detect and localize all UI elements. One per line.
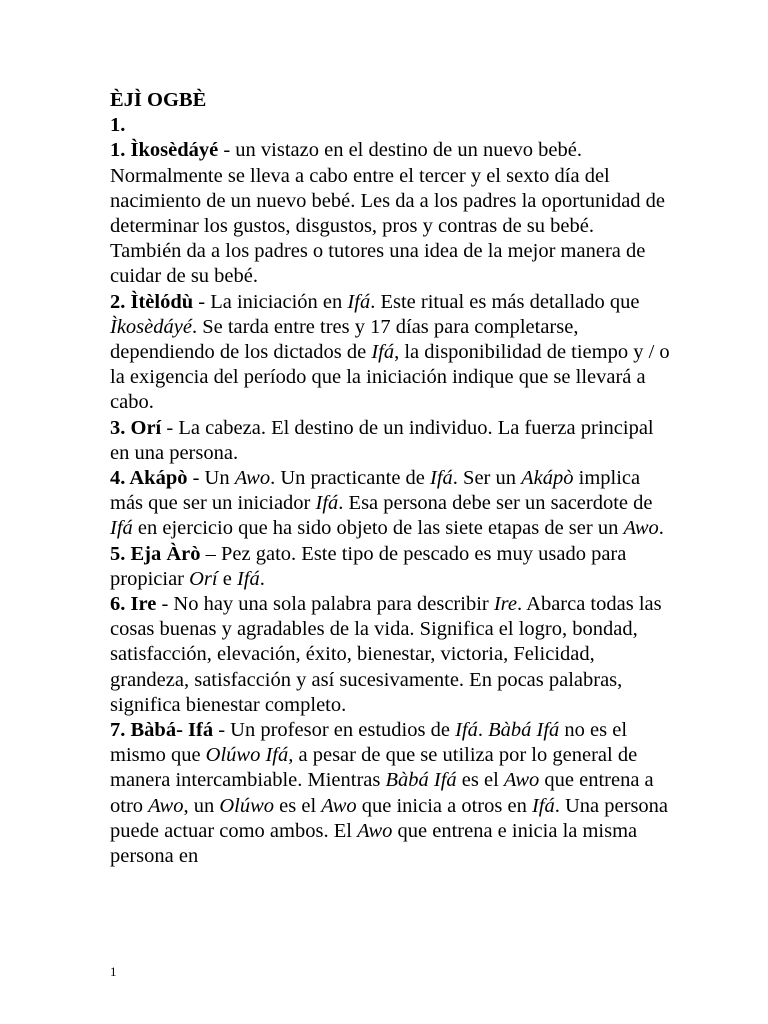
entry-text: – Pez gato. Este tipo de pescado es muy usado para propiciar (110, 542, 627, 590)
entry-italic-term: Ifá (455, 719, 478, 742)
entry-text: - Un (187, 467, 235, 490)
entry-italic-term: Awo (321, 794, 357, 817)
entry-term: 2. Ìtèlódù (110, 290, 194, 313)
entry-term: 1. Ìkosèdáyé (110, 139, 219, 162)
entry-term: 5. Eja Àrò (110, 542, 201, 565)
entry-text: . Una persona puede actuar como ambos. El (110, 794, 669, 842)
entry-text: . (259, 567, 265, 590)
entry-text: a pesar de que se utiliza por lo general de manera intercambiable. Mientras (110, 744, 638, 792)
glossary-entries (110, 138, 670, 869)
section-number: 1. (110, 114, 126, 137)
entry-text: , un (183, 794, 220, 817)
entry-text: , la disponibilidad de tiempo y / o la exigencia del período que la iniciación indique que se llevará a cabo. (110, 341, 670, 414)
entry-italic-term: Olúwo Ifá, (205, 744, 294, 767)
entry-text: . Este ritual es más detallado que (370, 290, 640, 313)
entry-text: e (217, 567, 237, 590)
entry-italic-term: Bàbá Ifá (488, 719, 560, 742)
entry-italic-term: Akápò (521, 467, 574, 490)
entry-term: 6. Ire (110, 593, 157, 616)
entry-italic-term: Ìkosèdáyé (110, 315, 192, 338)
entry-text: - La cabeza. El destino de un individuo. La fuerza principal en una persona. (110, 416, 654, 464)
entry-italic-term: Orí (189, 567, 218, 590)
entry-text: es el (456, 769, 504, 792)
entry-text: . Abarca todas las cosas buenas y agradables de la vida. Significa el logro, bondad, satisfacción, elevación, éxito, bienestar, victoria, Felicidad, grandeza, satisfacción y así sucesivamente. En pocas palabras, significa bienestar completo. (110, 593, 662, 716)
entry-text: . Ser un (452, 467, 522, 490)
entry-italic-term: Ifá (315, 492, 339, 515)
entry-italic-term: Ire (493, 593, 518, 616)
document-page (110, 88, 670, 869)
entry-italic-term: Ifá (110, 517, 133, 540)
page-number: 1 (110, 964, 117, 979)
entry-italic-term: Awo (234, 467, 271, 490)
entry-italic-term: Ifá (430, 467, 453, 490)
entry-italic-term: Awo (503, 769, 540, 792)
entry-text: . Esa persona debe ser un sacerdote de (338, 492, 653, 515)
entry-text: . Se tarda entre tres y 17 días para completarse, dependiendo de los dictados de (110, 315, 579, 364)
entry-text: - La iniciación en (193, 290, 348, 313)
entry-text: que entrena e inicia la misma persona en (110, 819, 638, 868)
entry-text: que entrena a otro (110, 769, 654, 817)
glossary-entry (110, 138, 670, 289)
entry-text: - Un profesor en estudios de (213, 719, 456, 742)
glossary-entry (110, 592, 670, 718)
entry-italic-term: Ifá (531, 794, 555, 817)
entry-italic-term: Bàbá Ifá (385, 769, 457, 792)
entry-italic-term: Ifá (347, 290, 371, 313)
entry-italic-term: Olúwo (219, 794, 275, 817)
entry-italic-term: Ifá (371, 341, 395, 364)
entry-italic-term: Awo (148, 794, 184, 817)
entry-italic-term: Awo (623, 517, 659, 540)
glossary-entry (110, 290, 670, 416)
entry-text: implica más que ser un iniciador (110, 467, 641, 515)
entry-text: no es el mismo que (110, 719, 628, 767)
entry-text: . Un practicante de (270, 467, 431, 490)
entry-term: 4. Akápò (110, 467, 188, 490)
entry-text: que inicia a otros en (356, 794, 532, 817)
entry-text: - No hay una sola palabra para describir (156, 593, 494, 616)
entry-text: en ejercicio que ha sido objeto de las siete etapas de ser un (132, 517, 624, 540)
entry-italic-term: Awo (357, 819, 393, 842)
entry-term: 7. Bàbá- Ifá (110, 719, 214, 742)
glossary-entry (110, 542, 670, 592)
entry-text: . (658, 517, 664, 540)
glossary-entry (110, 416, 670, 466)
glossary-entry (110, 466, 670, 542)
entry-italic-term: Ifá (236, 567, 260, 590)
entry-term: 3. Orí (110, 416, 162, 439)
entry-text: es el (274, 794, 322, 817)
glossary-entry (110, 718, 670, 869)
entry-text: . (477, 719, 489, 742)
entry-text: - un vistazo en el destino de un nuevo bebé. Normalmente se lleva a cabo entre el tercer y el sexto día del nacimiento de un nuevo bebé. Les da a los padres la oportunidad de determinar los gustos, disgustos, pros y contras de su bebé. También da a los padres o tutores una idea de la mejor manera de cuidar de su bebé. (110, 139, 666, 288)
document-title: ÈJÌ OGBÈ (110, 89, 207, 111)
